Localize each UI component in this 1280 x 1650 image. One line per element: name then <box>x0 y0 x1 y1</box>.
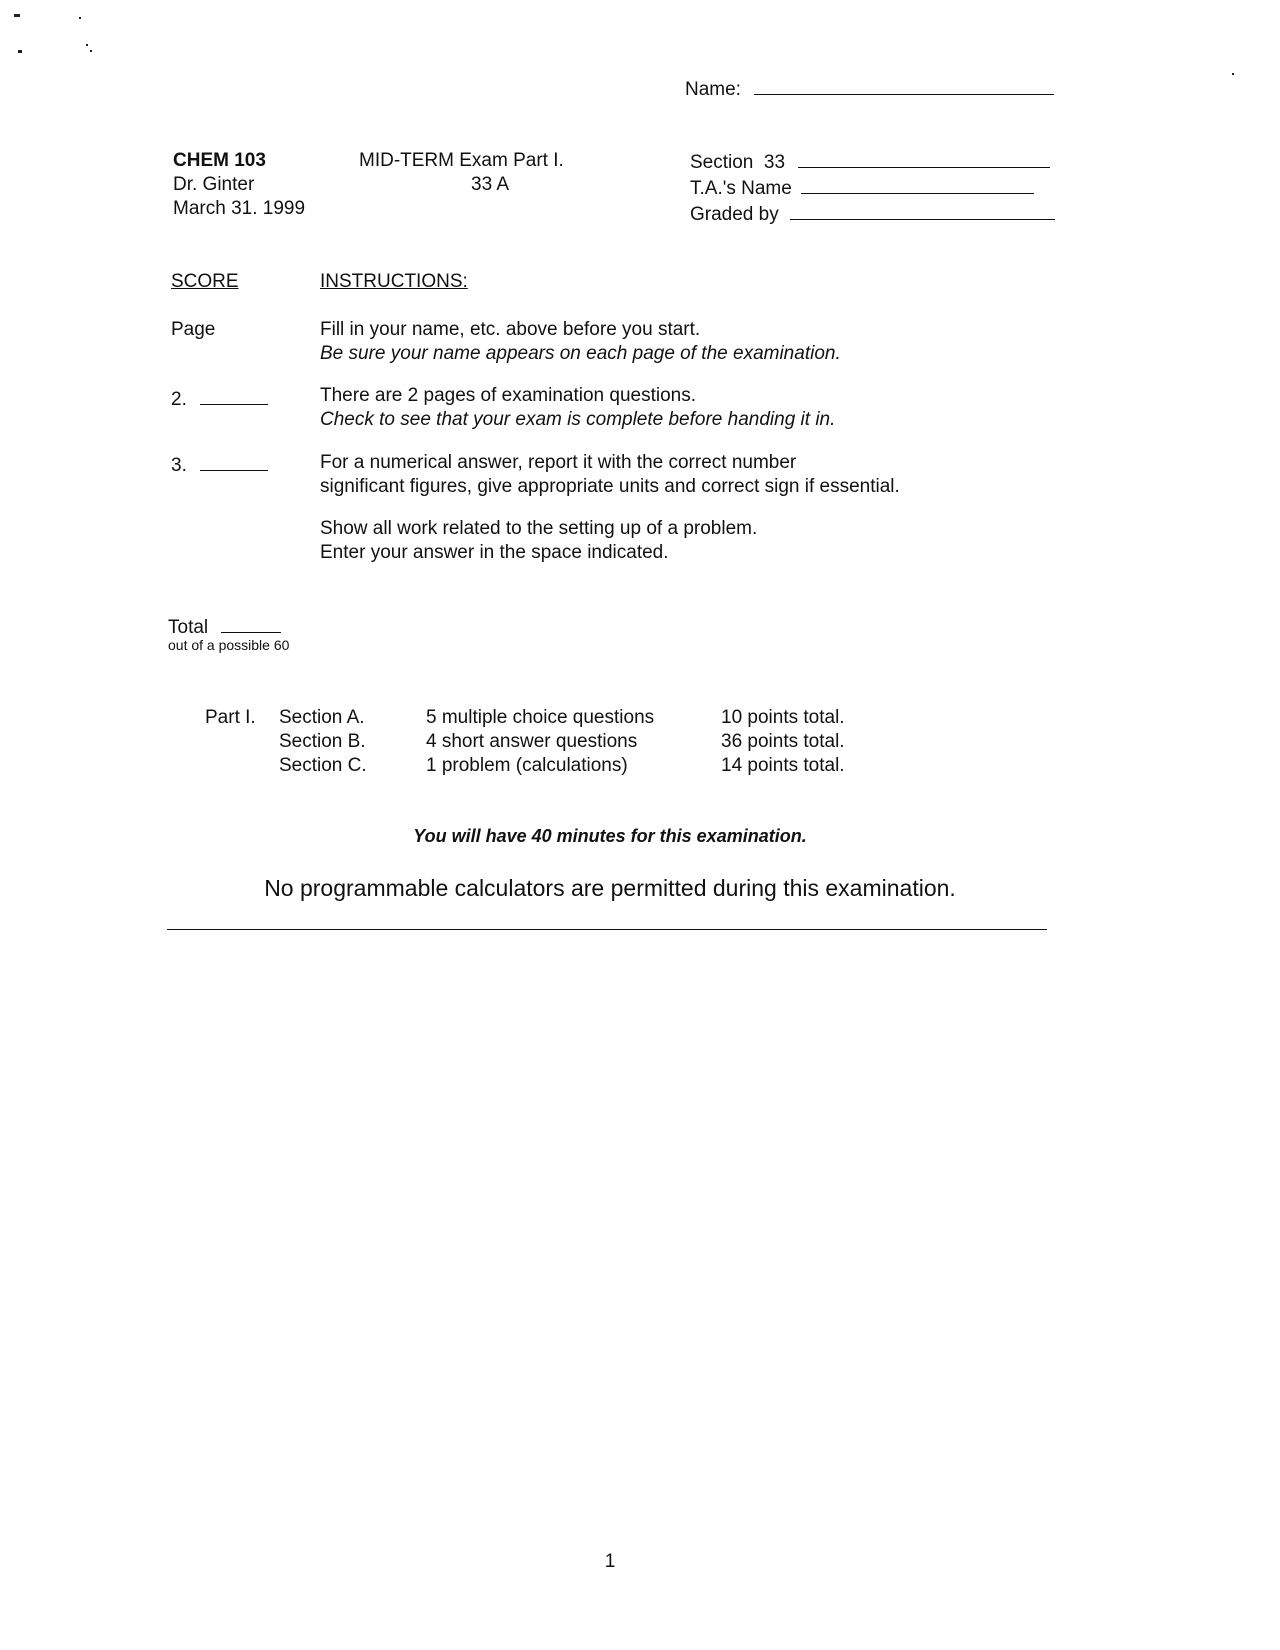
graded-field[interactable] <box>690 201 1055 227</box>
instruction-line: Show all work related to the setting up of a problem. <box>320 518 758 539</box>
graded-label: Graded by <box>690 204 779 225</box>
divider-line <box>167 929 1047 930</box>
scan-speck <box>90 50 92 52</box>
scan-speck <box>1232 73 1234 75</box>
instruction-line: For a numerical answer, report it with the correct number <box>320 452 797 473</box>
calculator-notice: No programmable calculators are permitted during this examination. <box>264 875 956 901</box>
exam-version: 33 A <box>471 174 510 195</box>
instructions-heading: INSTRUCTIONS: <box>320 271 468 292</box>
scan-speck <box>14 14 20 17</box>
score-heading: SCORE <box>171 271 239 292</box>
instruction-line: Be sure your name appears on each page of the examination. <box>320 343 841 364</box>
score-blank[interactable] <box>200 386 268 405</box>
course-code: CHEM 103 <box>173 150 266 171</box>
ta-blank[interactable] <box>801 175 1034 194</box>
scan-speck <box>79 17 81 19</box>
score-item-number: 3. <box>171 455 187 476</box>
score-item-number: 2. <box>171 389 187 410</box>
score-page-label: Page <box>171 319 216 340</box>
grading-block <box>690 149 1055 227</box>
course-block <box>173 149 305 221</box>
time-notice: You will have 40 minutes for this examination. <box>413 826 807 846</box>
instruction-line: Enter your answer in the space indicated. <box>320 542 669 563</box>
description-cell: 5 multiple choice questions <box>426 707 655 728</box>
instruction-block <box>320 451 900 499</box>
graded-blank[interactable] <box>790 201 1055 220</box>
instruction-line: significant figures, give appropriate units and correct sign if essential. <box>320 476 900 497</box>
instruction-block <box>320 318 841 366</box>
instruction-line: Fill in your name, etc. above before you start. <box>320 319 701 340</box>
section-cell: Section A. <box>279 707 365 728</box>
total-blank[interactable] <box>221 614 281 633</box>
score-item-2[interactable] <box>171 386 268 412</box>
description-cell: 1 problem (calculations) <box>426 755 628 776</box>
points-cell: 10 points total. <box>721 707 845 728</box>
name-field[interactable] <box>685 76 1054 102</box>
score-blank[interactable] <box>200 452 268 471</box>
ta-label: T.A.'s Name <box>690 178 792 199</box>
instruction-line: Check to see that your exam is complete before handing it in. <box>320 409 836 430</box>
ta-field[interactable] <box>690 175 1055 201</box>
description-cell: 4 short answer questions <box>426 731 638 752</box>
exam-title-block <box>359 149 599 197</box>
section-cell: Section B. <box>279 731 366 752</box>
section-label: Section 33 <box>690 152 786 173</box>
exam-date: March 31. 1999 <box>173 198 306 219</box>
exam-title: MID-TERM Exam Part I. <box>359 150 564 171</box>
section-blank[interactable] <box>798 149 1050 168</box>
instruction-line: There are 2 pages of examination questions. <box>320 385 697 406</box>
instruction-block <box>320 384 835 432</box>
points-cell: 36 points total. <box>721 731 845 752</box>
name-label: Name: <box>685 79 741 100</box>
total-label: Total <box>168 617 209 638</box>
instruction-block <box>320 517 757 565</box>
section-cell: Section C. <box>279 755 367 776</box>
section-field[interactable] <box>690 149 1055 175</box>
instructor-name: Dr. Ginter <box>173 174 255 195</box>
points-cell: 14 points total. <box>721 755 845 776</box>
score-item-3[interactable] <box>171 452 268 478</box>
name-blank[interactable] <box>754 76 1054 95</box>
scan-speck <box>86 44 88 46</box>
total-note: out of a possible 60 <box>168 637 290 653</box>
scan-speck <box>18 50 22 53</box>
page-number: 1 <box>604 1551 616 1572</box>
part-label: Part I. <box>205 707 256 728</box>
